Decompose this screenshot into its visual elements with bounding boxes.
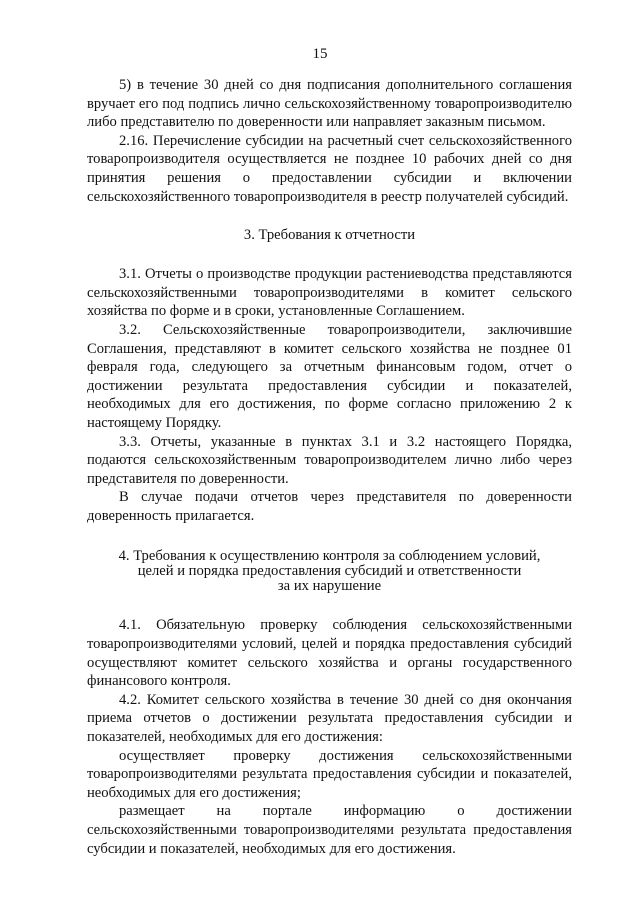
section-heading-line: 4. Требования к осуществлению контроля за соблюдением условий, (118, 548, 541, 565)
paragraph: 5) в течение 30 дней со дня подписания дополнительного соглашения вручает его под подпись лично сельскохозяйственному товаропроизводителю либо представителю по доверенности или направляет заказным письмом. (87, 77, 572, 131)
section-heading: 3. Требования к отчетности (243, 227, 416, 244)
section-heading-line: целей и порядка предоставления субсидий и ответственности (137, 563, 522, 580)
paragraph: 2.16. Перечисление субсидии на расчетный счет сельскохозяйственного товаропроизводителя осуществляется не позднее 10 рабочих дней со дня принятия решения о предоставлении субсидии и включении сельскохозяйственного товаропроизводителя в реестр получателей субсидий. (87, 132, 572, 205)
section-heading-line: за их нарушение (277, 578, 382, 595)
paragraph: 3.2. Сельскохозяйственные товаропроизводители, заключившие Соглашения, представляют в комитет сельского хозяйства не позднее 01 февраля года, следующего за отчетным финансовым годом, отчет о достижении результата предоставления субсидии и показателей, необходимых для его достижения, по форме согласно приложению 2 к настоящему Порядку. (87, 321, 572, 431)
paragraph: 4.2. Комитет сельского хозяйства в течение 30 дней со дня окончания приема отчетов о достижении результата предоставления субсидии и показателей, необходимых для его достижения: (87, 691, 572, 746)
document-body (87, 76, 572, 858)
paragraph: В случае подачи отчетов через представителя по доверенности доверенность прилагается. (87, 489, 572, 524)
section-heading (87, 549, 572, 594)
paragraph: 3.1. Отчеты о производстве продукции растениеводства представляются сельскохозяйственными товаропроизводителями в комитет сельского хозяйства по форме и в сроки, установленные Соглашением. (87, 266, 572, 320)
paragraph: осуществляет проверку достижения сельскохозяйственными товаропроизводителями результата предоставления субсидии и показателей, необходимых для его достижения; (87, 747, 572, 801)
paragraph: размещает на портале информацию о достижении сельскохозяйственными товаропроизводителями результата предоставления субсидии и показателей, необходимых для его достижения. (87, 803, 572, 857)
paragraph: 3.3. Отчеты, указанные в пунктах 3.1 и 3.2 настоящего Порядка, подаются сельскохозяйственным товаропроизводителем лично либо через представителя по доверенности. (87, 433, 572, 487)
paragraph: 4.1. Обязательную проверку соблюдения сельскохозяйственными товаропроизводителями условий, целей и порядка предоставления субсидий осуществляют комитет сельского хозяйства и органы государственного финансового контроля. (87, 617, 572, 690)
page-number: 15 (312, 46, 328, 62)
